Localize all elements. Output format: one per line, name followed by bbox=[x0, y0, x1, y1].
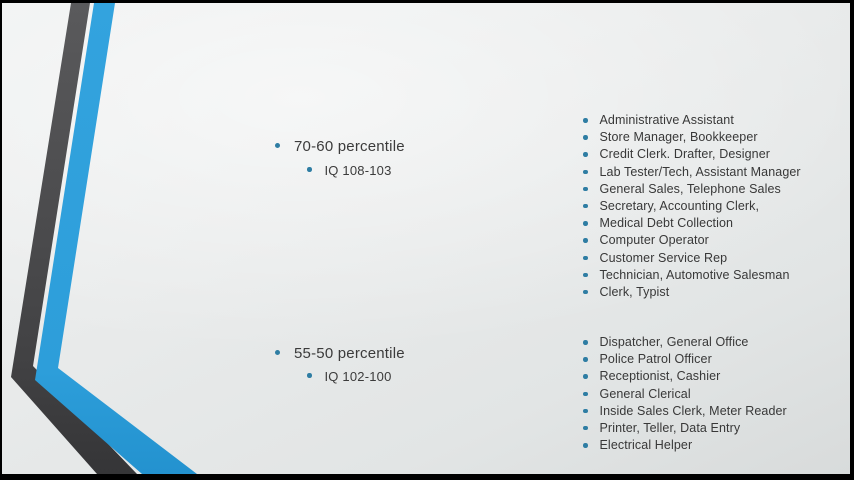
percentile-heading-label: 55-50 percentile bbox=[294, 345, 405, 362]
occupation-label: Store Manager, Bookkeeper bbox=[599, 130, 758, 145]
bullet-icon bbox=[583, 221, 588, 226]
occupation-label: Printer, Teller, Data Entry bbox=[599, 420, 741, 435]
occupation-label: Secretary, Accounting Clerk, bbox=[599, 198, 760, 213]
occupation-list-2 bbox=[583, 334, 850, 454]
bullet-icon bbox=[583, 170, 588, 175]
bullet-icon bbox=[307, 373, 312, 378]
occupation-label: Technician, Automotive Salesman bbox=[599, 267, 790, 282]
iq-range-label: IQ 102-100 bbox=[324, 369, 392, 384]
list-item bbox=[583, 351, 850, 368]
bullet-icon bbox=[583, 152, 588, 157]
occupation-label: Receptionist, Cashier bbox=[599, 369, 721, 384]
list-item bbox=[583, 112, 850, 129]
bullet-icon bbox=[583, 118, 588, 123]
bullet-icon bbox=[583, 357, 588, 362]
list-item bbox=[583, 368, 850, 385]
bullet-icon bbox=[583, 238, 588, 243]
list-item bbox=[583, 232, 850, 249]
bullet-icon bbox=[583, 273, 588, 278]
list-item bbox=[583, 403, 850, 420]
bullet-icon bbox=[583, 443, 588, 448]
occupation-label: Computer Operator bbox=[599, 233, 709, 248]
occupation-label: Administrative Assistant bbox=[599, 113, 734, 127]
percentile-heading-2 bbox=[275, 344, 405, 363]
bullet-icon bbox=[583, 290, 588, 295]
list-item bbox=[583, 420, 850, 437]
bullet-icon bbox=[583, 256, 588, 261]
bullet-icon bbox=[583, 392, 588, 397]
bullet-icon bbox=[275, 143, 280, 148]
bullet-icon bbox=[583, 187, 588, 192]
list-item bbox=[583, 284, 850, 301]
list-item bbox=[583, 334, 850, 351]
occupation-label: General Clerical bbox=[599, 386, 691, 401]
list-item bbox=[583, 250, 850, 267]
list-item bbox=[583, 198, 850, 215]
occupation-label: Electrical Helper bbox=[599, 438, 693, 453]
occupation-label: Customer Service Rep bbox=[599, 250, 728, 265]
list-item bbox=[583, 437, 850, 454]
percentile-heading-label: 70-60 percentile bbox=[294, 138, 405, 155]
chevron-decoration bbox=[2, 3, 222, 474]
list-item bbox=[583, 267, 850, 284]
list-item bbox=[583, 146, 850, 163]
occupation-label: Dispatcher, General Office bbox=[599, 335, 749, 349]
bullet-icon bbox=[307, 167, 312, 172]
percentile-heading-1 bbox=[275, 137, 405, 156]
bullet-icon bbox=[583, 409, 588, 414]
slide-canvas bbox=[2, 3, 850, 474]
list-item bbox=[583, 215, 850, 232]
occupation-list-1 bbox=[583, 112, 850, 301]
iq-range-label: IQ 108-103 bbox=[324, 163, 392, 178]
occupation-label: Credit Clerk. Drafter, Designer bbox=[599, 147, 771, 162]
bullet-icon bbox=[583, 204, 588, 209]
iq-subheading-2 bbox=[307, 368, 392, 385]
iq-subheading-1 bbox=[307, 162, 392, 179]
occupation-label: Clerk, Typist bbox=[599, 284, 670, 299]
bullet-icon bbox=[583, 426, 588, 431]
list-item bbox=[583, 386, 850, 403]
bullet-icon bbox=[583, 340, 588, 345]
occupation-label: Medical Debt Collection bbox=[599, 216, 734, 231]
bullet-icon bbox=[275, 350, 280, 355]
list-item bbox=[583, 181, 850, 198]
occupation-label: General Sales, Telephone Sales bbox=[599, 181, 781, 196]
bullet-icon bbox=[583, 374, 588, 379]
occupation-label: Inside Sales Clerk, Meter Reader bbox=[599, 403, 787, 418]
bullet-icon bbox=[583, 135, 588, 140]
list-item bbox=[583, 164, 850, 181]
list-item bbox=[583, 129, 850, 146]
occupation-label: Lab Tester/Tech, Assistant Manager bbox=[599, 164, 801, 179]
occupation-label: Police Patrol Officer bbox=[599, 352, 712, 367]
